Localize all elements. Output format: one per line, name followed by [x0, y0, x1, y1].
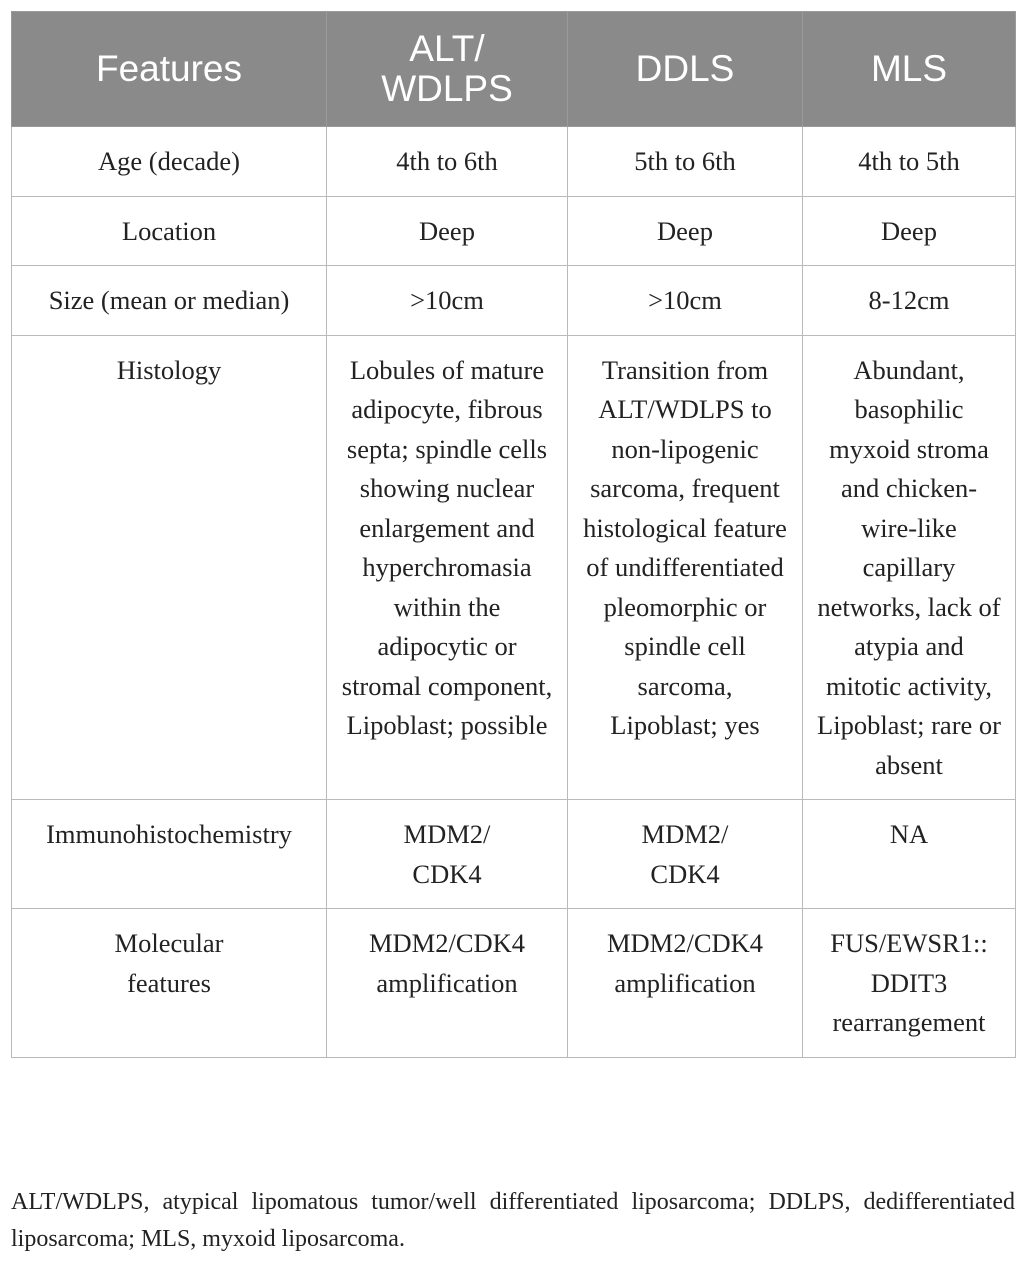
table-row — [12, 909, 1016, 1058]
alt-wdlps-cell: Deep — [327, 196, 568, 266]
header-ddls: DDLS — [568, 12, 803, 127]
header-features: Features — [12, 12, 327, 127]
liposarcoma-features-table — [11, 11, 1016, 1058]
table-footnote: ALT/WDLPS, atypical lipomatous tumor/well differentiated liposarcoma; DDLPS, dedifferentiated liposarcoma; MLS, myxoid liposarcoma. — [11, 1189, 1015, 1252]
ddls-cell: >10cm — [568, 266, 803, 336]
ddls-cell: MDM2/ CDK4 — [568, 800, 803, 909]
mls-cell: FUS/EWSR1:: DDIT3 rearrangement — [803, 909, 1016, 1058]
feature-label: Molecular features — [12, 909, 327, 1058]
alt-wdlps-cell: Lobules of mature adipocyte, fibrous septa; spindle cells showing nuclear enlargement and hyperchromasia within the adipocytic or stromal component, Lipoblast; possible — [327, 335, 568, 800]
feature-label: Size (mean or median) — [12, 266, 327, 336]
table-row — [12, 127, 1016, 197]
alt-wdlps-cell: 4th to 6th — [327, 127, 568, 197]
alt-wdlps-cell: >10cm — [327, 266, 568, 336]
header-alt-wdlps: ALT/ WDLPS — [327, 12, 568, 127]
feature-label: Location — [12, 196, 327, 266]
feature-label: Immunohistochemistry — [12, 800, 327, 909]
alt-wdlps-cell: MDM2/ CDK4 — [327, 800, 568, 909]
mls-cell: NA — [803, 800, 1016, 909]
ddls-cell: MDM2/CDK4 amplification — [568, 909, 803, 1058]
feature-label: Age (decade) — [12, 127, 327, 197]
header-mls: MLS — [803, 12, 1016, 127]
ddls-cell: Deep — [568, 196, 803, 266]
ddls-cell: 5th to 6th — [568, 127, 803, 197]
mls-cell: 8-12cm — [803, 266, 1016, 336]
ddls-cell: Transition from ALT/WDLPS to non-lipogenic sarcoma, frequent histological feature of undifferentiated pleomorphic or spindle cell sarcoma, Lipoblast; yes — [568, 335, 803, 800]
mls-cell: 4th to 5th — [803, 127, 1016, 197]
table-row — [12, 196, 1016, 266]
table-container — [11, 11, 1015, 1058]
feature-label: Histology — [12, 335, 327, 800]
table-row — [12, 266, 1016, 336]
table-row — [12, 800, 1016, 909]
alt-wdlps-cell: MDM2/CDK4 amplification — [327, 909, 568, 1058]
header-row — [12, 12, 1016, 127]
mls-cell: Abundant, basophilic myxoid stroma and chicken-wire-like capillary networks, lack of atypia and mitotic activity, Lipoblast; rare or absent — [803, 335, 1016, 800]
table-row — [12, 335, 1016, 800]
mls-cell: Deep — [803, 196, 1016, 266]
